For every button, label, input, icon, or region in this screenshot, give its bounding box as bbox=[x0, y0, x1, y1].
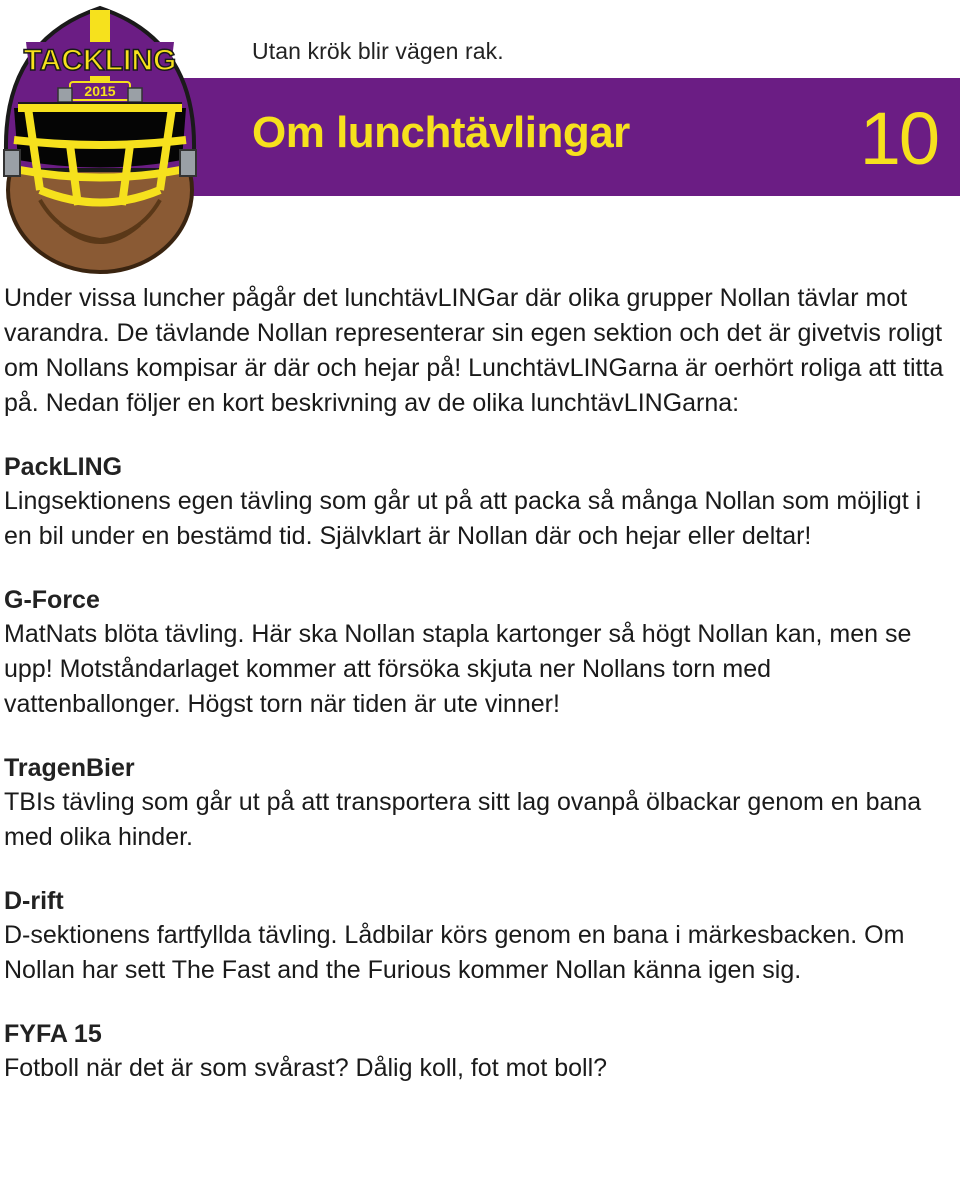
section-heading: D-rift bbox=[4, 887, 64, 915]
section-body: MatNats blöta tävling. Här ska Nollan stapla kartonger så högt Nollan kan, men se upp! Motståndarlaget kommer att försöka skjuta ner Nollans torn med vattenballonger. Högst torn när tiden är ute vinner! bbox=[4, 620, 912, 718]
section-tragenbier bbox=[4, 751, 944, 855]
section-body: TBIs tävling som går ut på att transportera sitt lag ovanpå ölbackar genom en bana med olika hinder. bbox=[4, 788, 922, 851]
tackling-helmet-logo bbox=[0, 0, 200, 276]
section-heading: TragenBier bbox=[4, 754, 135, 782]
logo-year: 2015 bbox=[84, 83, 116, 99]
section-heading: PackLING bbox=[4, 453, 123, 481]
section-packling bbox=[4, 450, 944, 554]
intro-paragraph: Under vissa luncher pågår det lunchtävLINGar där olika grupper Nollan tävlar mot varandra. De tävlande Nollan representerar sin egen sektion och det är givetvis roligt om Nollans kompisar är där och hejar på! LunchtävLINGarna är oerhört roliga att titta på. Nedan följer en kort beskrivning av de olika lunchtävLINGarna: bbox=[4, 284, 944, 417]
section-d-rift bbox=[4, 884, 944, 988]
page-number: 10 bbox=[859, 97, 938, 180]
section-g-force bbox=[4, 583, 944, 722]
tagline: Utan krök blir vägen rak. bbox=[252, 38, 504, 64]
section-heading: FYFA 15 bbox=[4, 1020, 102, 1048]
article-content bbox=[4, 281, 944, 1086]
logo-wordmark: TACKLING bbox=[23, 44, 177, 77]
section-fyfa-15 bbox=[4, 1017, 944, 1086]
section-heading: G-Force bbox=[4, 586, 100, 614]
section-body: D-sektionens fartfyllda tävling. Lådbilar körs genom en bana i märkesbacken. Om Nollan har sett The Fast and the Furious kommer Nollan känna igen sig. bbox=[4, 921, 905, 984]
page-title: Om lunchtävlingar bbox=[252, 108, 630, 157]
section-body: Fotboll när det är som svårast? Dålig koll, fot mot boll? bbox=[4, 1054, 608, 1082]
section-body: Lingsektionens egen tävling som går ut på att packa så många Nollan som möjligt i en bil under en bestämd tid. Självklart är Nollan där och hejar eller deltar! bbox=[4, 487, 922, 550]
